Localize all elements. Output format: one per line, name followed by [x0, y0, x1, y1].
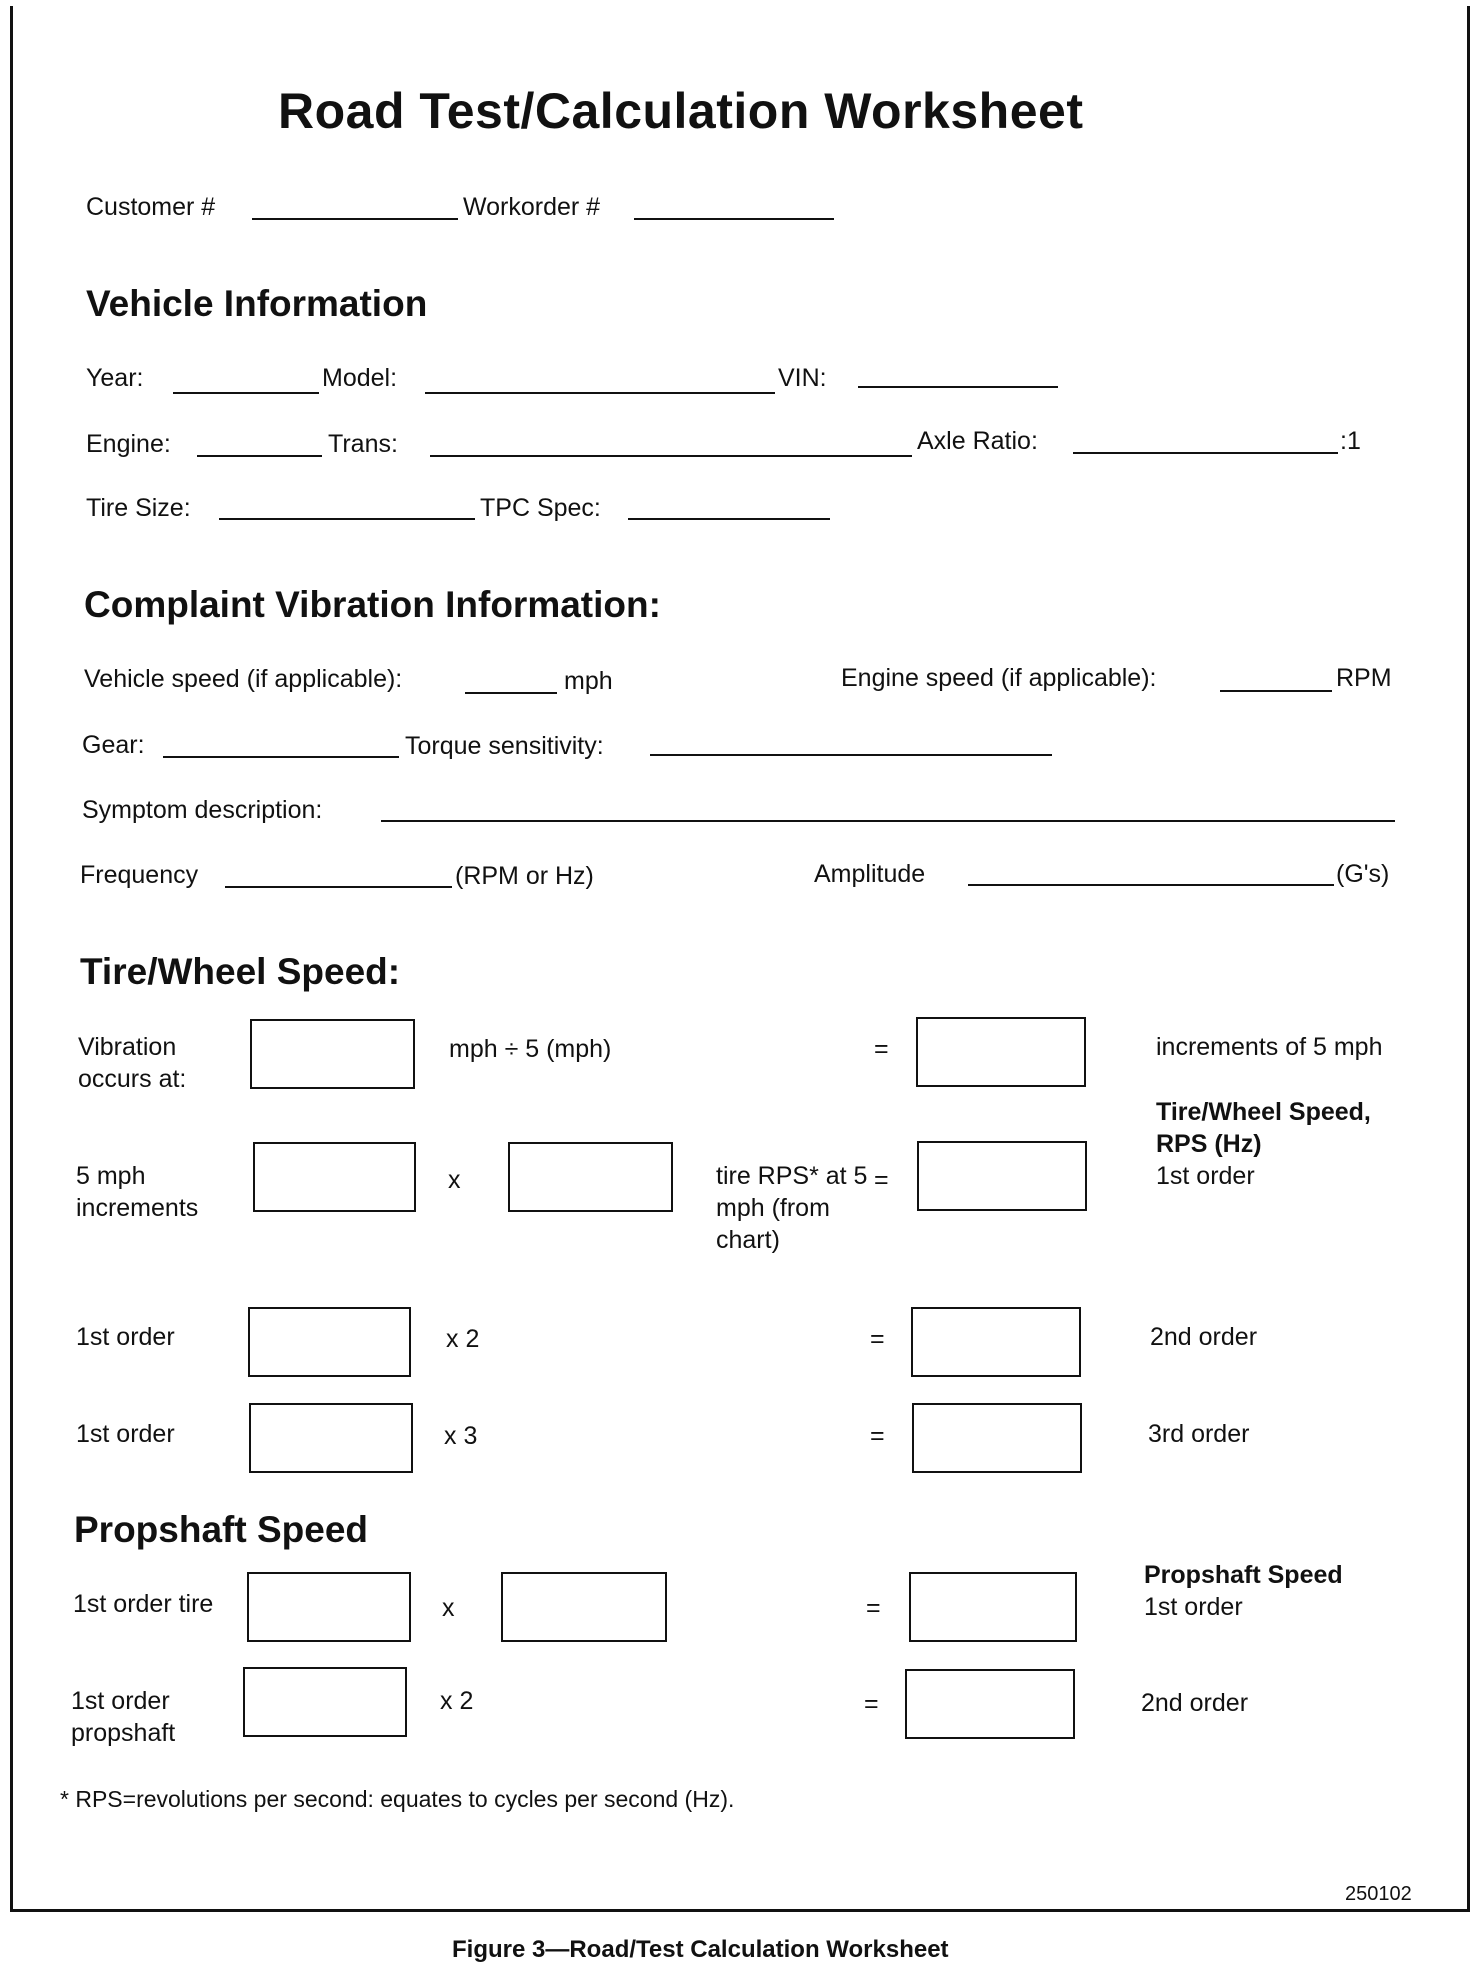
r2-equals: = [874, 1166, 889, 1194]
r1-result-label: increments of 5 mph [1156, 1033, 1383, 1061]
propshaft-heading: Propshaft Speed [74, 1509, 368, 1550]
tpc-spec-field[interactable] [628, 518, 830, 520]
vehicle-speed-unit: mph [564, 667, 613, 695]
workorder-label: Workorder # [463, 193, 601, 221]
workorder-field[interactable] [634, 218, 834, 220]
r4-result-label: 3rd order [1148, 1420, 1250, 1448]
p2-result-box[interactable] [905, 1669, 1075, 1739]
tire-wheel-speed-box[interactable] [917, 1141, 1087, 1211]
vin-label: VIN: [778, 364, 827, 392]
vehicle-heading: Vehicle Information [86, 283, 428, 324]
r3-input-box[interactable] [248, 1307, 411, 1377]
frequency-unit: (RPM or Hz) [455, 862, 594, 890]
year-field[interactable] [173, 392, 319, 394]
p1-equals: = [866, 1594, 881, 1622]
p2-equals: = [864, 1690, 879, 1718]
tire-size-label: Tire Size: [86, 494, 191, 522]
customer-field[interactable] [252, 218, 458, 220]
engine-label: Engine: [86, 430, 171, 458]
r1-operator: mph ÷ 5 (mph) [449, 1035, 612, 1063]
vibration-speed-box[interactable] [250, 1019, 415, 1089]
r3-result-box[interactable] [911, 1307, 1081, 1377]
tire-wheel-speed-title: Tire/Wheel Speed, RPS (Hz) [1156, 1098, 1371, 1158]
p2-input-box[interactable] [243, 1667, 407, 1737]
torque-field[interactable] [650, 754, 1052, 756]
vehicle-speed-label: Vehicle speed (if applicable): [84, 665, 403, 693]
trans-field[interactable] [430, 455, 912, 457]
figure-caption: Figure 3—Road/Test Calculation Worksheet [452, 1936, 949, 1963]
engine-speed-unit: RPM [1336, 664, 1392, 692]
axle-ratio-field[interactable] [1073, 452, 1338, 454]
r1-equals: = [874, 1035, 889, 1063]
tire-rps-box[interactable] [508, 1142, 673, 1212]
p1-operator: x [442, 1594, 455, 1622]
tpc-spec-label: TPC Spec: [480, 494, 601, 522]
axle-ratio-suffix: :1 [1340, 427, 1361, 455]
p1-result-box[interactable] [909, 1572, 1077, 1642]
r3-result-label: 2nd order [1150, 1323, 1258, 1351]
frequency-label: Frequency [80, 861, 199, 889]
p1-input-box[interactable] [247, 1572, 411, 1642]
r3-operator: x 2 [446, 1325, 480, 1353]
p1-result-label: 1st order [1144, 1593, 1243, 1621]
symptom-field[interactable] [381, 820, 1395, 822]
r2-result-label: 1st order [1156, 1162, 1255, 1190]
r2-operator: x [448, 1166, 461, 1194]
gear-label: Gear: [82, 731, 145, 759]
amplitude-unit: (G's) [1336, 860, 1390, 888]
r4-equals: = [870, 1422, 885, 1450]
r4-input-box[interactable] [249, 1403, 413, 1473]
r3-equals: = [870, 1325, 885, 1353]
customer-label: Customer # [86, 193, 216, 221]
vin-field[interactable] [858, 386, 1058, 388]
increments-input-box[interactable] [253, 1142, 416, 1212]
r3-label: 1st order [76, 1323, 175, 1351]
figure-number: 250102 [1345, 1883, 1412, 1905]
tire-wheel-heading: Tire/Wheel Speed: [80, 951, 401, 992]
p1-ratio-box[interactable] [501, 1572, 667, 1642]
vehicle-speed-field[interactable] [465, 692, 557, 694]
five-mph-increments-label: 5 mph increments [76, 1162, 199, 1222]
amplitude-label: Amplitude [814, 860, 926, 888]
tire-size-field[interactable] [219, 518, 475, 520]
page-title: Road Test/Calculation Worksheet [278, 83, 1084, 139]
r4-result-box[interactable] [912, 1403, 1082, 1473]
complaint-heading: Complaint Vibration Information: [84, 584, 661, 625]
footnote: * RPS=revolutions per second: equates to cycles per second (Hz). [60, 1786, 735, 1812]
r4-label: 1st order [76, 1420, 175, 1448]
r4-operator: x 3 [444, 1422, 478, 1450]
model-label: Model: [322, 364, 398, 392]
axle-ratio-label: Axle Ratio: [917, 427, 1038, 455]
gear-field[interactable] [163, 756, 399, 758]
model-field[interactable] [425, 392, 775, 394]
increments-box[interactable] [916, 1017, 1086, 1087]
propshaft-speed-title: Propshaft Speed [1144, 1561, 1343, 1589]
engine-speed-field[interactable] [1220, 690, 1332, 692]
frequency-field[interactable] [225, 886, 452, 888]
torque-label: Torque sensitivity: [405, 732, 604, 760]
symptom-label: Symptom description: [82, 796, 323, 824]
p1-label: 1st order tire [73, 1590, 214, 1618]
vibration-occurs-label: Vibration occurs at: [78, 1033, 187, 1093]
amplitude-field[interactable] [968, 884, 1334, 886]
p2-label: 1st order propshaft [71, 1687, 176, 1747]
tire-rps-note: tire RPS* at 5 mph (from chart) [716, 1162, 868, 1254]
engine-field[interactable] [197, 455, 322, 457]
engine-speed-label: Engine speed (if applicable): [841, 664, 1157, 692]
p2-operator: x 2 [440, 1687, 474, 1715]
p2-result-label: 2nd order [1141, 1689, 1249, 1717]
trans-label: Trans: [328, 430, 398, 458]
year-label: Year: [86, 364, 144, 392]
